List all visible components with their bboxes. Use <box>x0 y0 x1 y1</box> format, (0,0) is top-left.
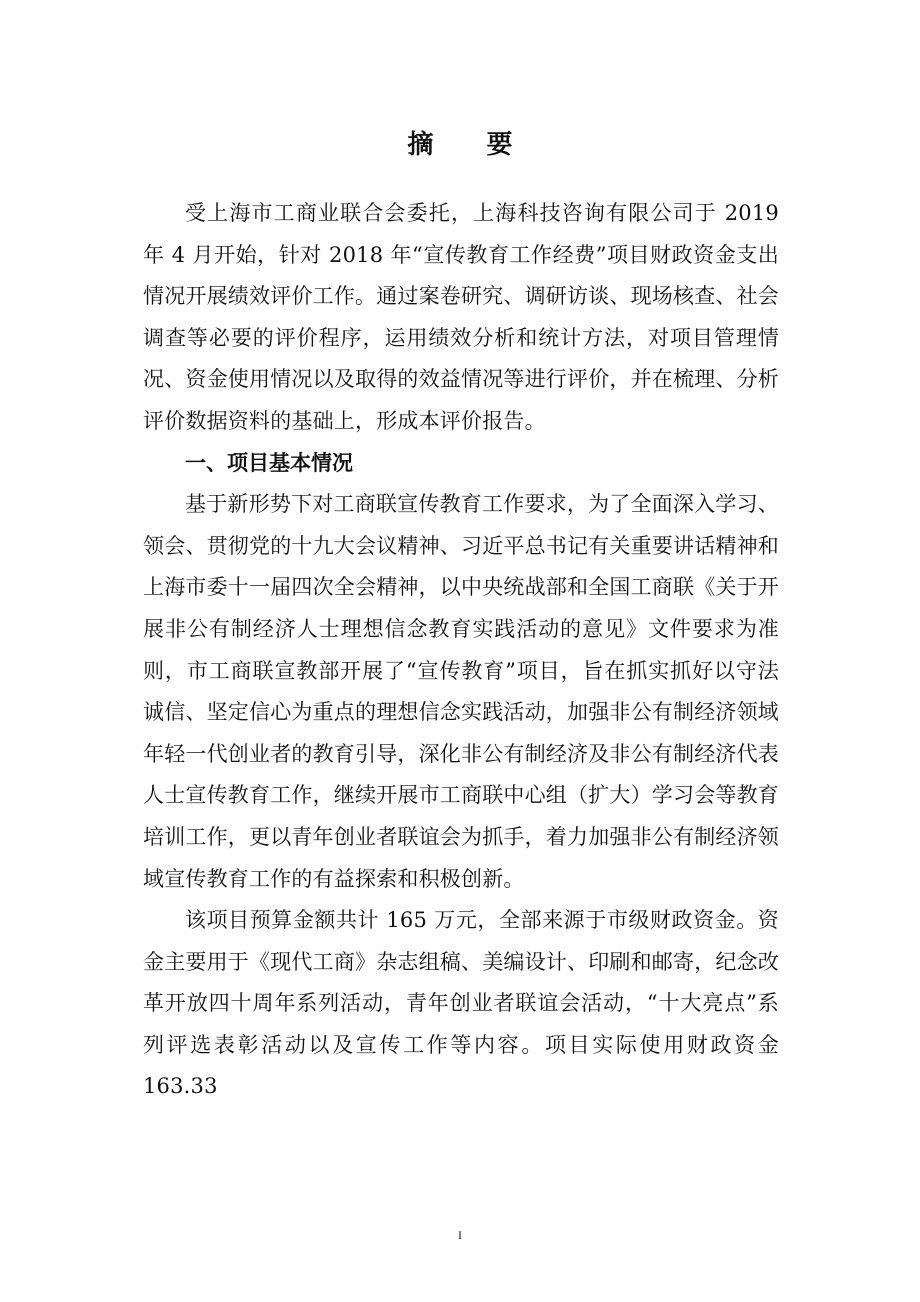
intro-paragraph: 受上海市工商业联合会委托，上海科技咨询有限公司于 2019 年 4 月开始，针对 2018 年“宣传教育工作经费”项目财政资金支出情况开展绩效评价工作。通过案卷研究、调研访谈、现场核查、社会调查等必要的评价程序，运用绩效分析和统计方法，对项目管理情况、资金使用情况以及取得的效益情况等进行评价，并在梳理、分析评价数据资料的基础上，形成本评价报告。 <box>143 201 779 433</box>
section-paragraph: 该项目预算金额共计 165 万元，全部来源于市级财政资金。资金主要用于《现代工商》杂志组稿、美编设计、印刷和邮寄，纪念改革开放四十周年系列活动，青年创业者联谊会活动，“十大亮点”系列评选表彰活动以及宣传工作等内容。项目实际使用财政资金 163.33 <box>143 908 779 1099</box>
page-title: 摘 要 <box>407 130 535 160</box>
section-heading: 一、项目基本情况 <box>185 450 353 475</box>
page-number: I <box>458 1228 462 1242</box>
document-body <box>143 193 779 1108</box>
section-paragraph: 基于新形势下对工商联宣传教育工作要求，为了全面深入学习、领会、贯彻党的十九大会议精神、习近平总书记有关重要讲话精神和上海市委十一届四次全会精神，以中央统战部和全国工商联《关于开展非公有制经济人士理想信念教育实践活动的意见》文件要求为准则，市工商联宣教部开展了“宣传教育”项目，旨在抓实抓好以守法诚信、坚定信心为重点的理想信念实践活动，加强非公有制经济领域年轻一代创业者的教育引导，深化非公有制经济及非公有制经济代表人士宣传教育工作，继续开展市工商联中心组（扩大）学习会等教育培训工作，更以青年创业者联谊会为抓手，着力加强非公有制经济领域宣传教育工作的有益探索和积极创新。 <box>143 492 779 891</box>
